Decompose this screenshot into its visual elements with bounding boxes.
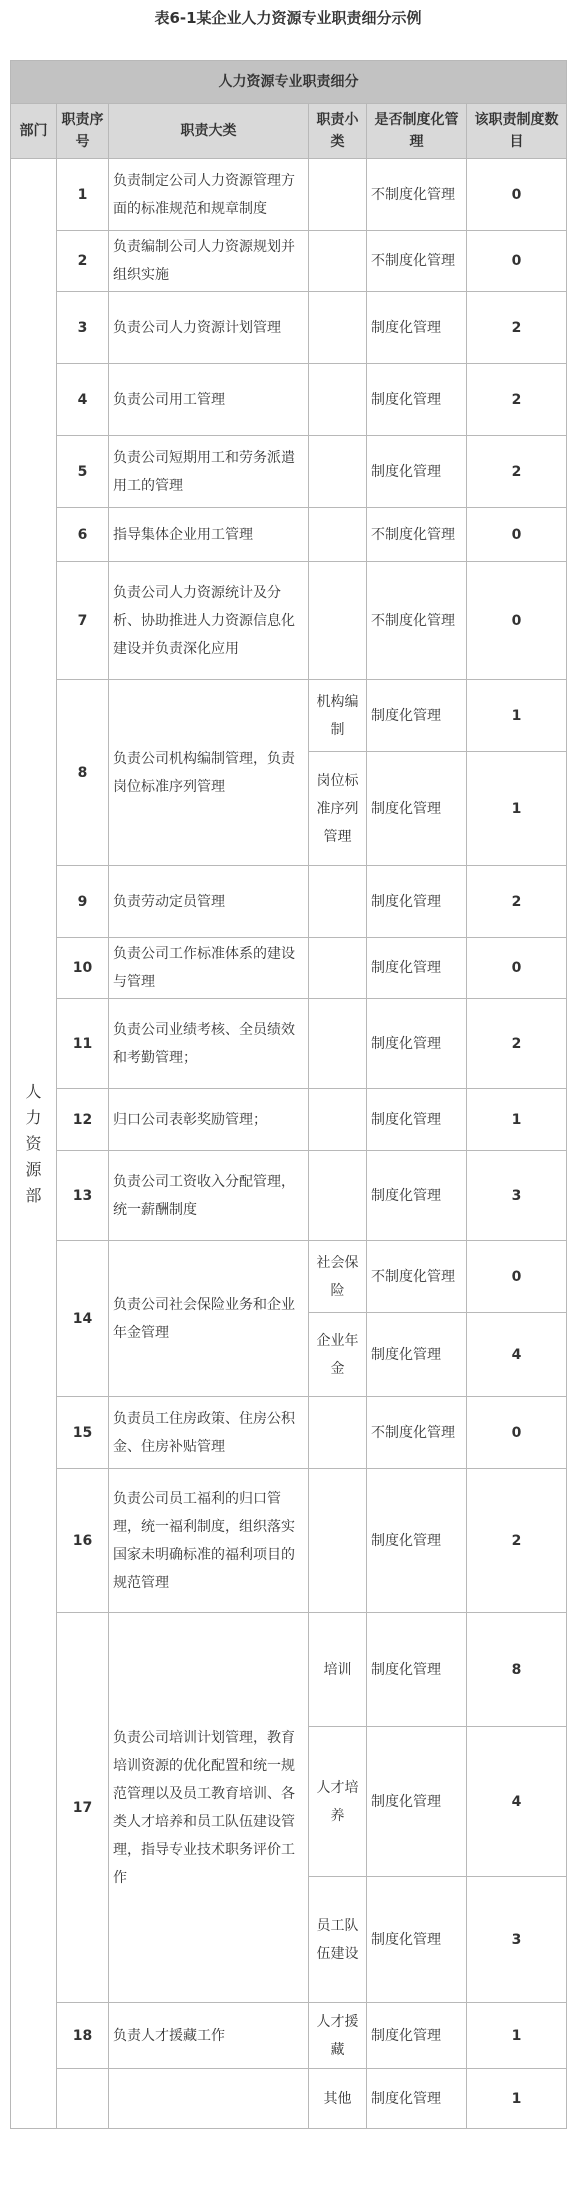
table-row	[11, 159, 567, 231]
duty-sub: 员工队伍建设	[309, 1877, 367, 2003]
duty-count: 0	[467, 1241, 567, 1313]
duty-managed: 制度化管理	[367, 1313, 467, 1397]
duty-count: 2	[467, 999, 567, 1089]
duty-no: 18	[57, 2003, 109, 2069]
col-header-managed: 是否制度化管理	[367, 104, 467, 159]
duty-managed: 制度化管理	[367, 680, 467, 752]
table-caption: 表6-1某企业人力资源专业职责细分示例	[154, 9, 422, 27]
duty-category	[109, 2069, 309, 2129]
duty-no: 10	[57, 938, 109, 999]
duty-count: 0	[467, 231, 567, 292]
duty-category: 负责公司业绩考核、全员绩效和考勤管理；	[109, 999, 309, 1089]
duty-no: 15	[57, 1397, 109, 1469]
duty-managed: 制度化管理	[367, 752, 467, 866]
table-banner: 人力资源专业职责细分	[11, 61, 567, 104]
duty-no: 6	[57, 508, 109, 562]
duty-sub: 岗位标准序列管理	[309, 752, 367, 866]
col-header-count: 该职责制度数目	[467, 104, 567, 159]
duty-managed: 制度化管理	[367, 1151, 467, 1241]
duty-count: 1	[467, 680, 567, 752]
duty-sub	[309, 364, 367, 436]
duty-managed: 制度化管理	[367, 2069, 467, 2129]
duty-no: 2	[57, 231, 109, 292]
duty-sub	[309, 1151, 367, 1241]
duty-category: 负责公司人力资源计划管理	[109, 292, 309, 364]
duty-managed: 不制度化管理	[367, 1241, 467, 1313]
duty-managed: 制度化管理	[367, 1613, 467, 1727]
duty-category: 负责公司短期用工和劳务派遣用工的管理	[109, 436, 309, 508]
table-banner-row	[11, 61, 567, 104]
department-label: 人力资源部	[25, 1081, 42, 1205]
table-row	[11, 866, 567, 938]
duty-count: 0	[467, 562, 567, 680]
duty-no: 7	[57, 562, 109, 680]
duty-no: 1	[57, 159, 109, 231]
table-row	[11, 938, 567, 999]
duty-sub	[309, 508, 367, 562]
duty-count: 4	[467, 1313, 567, 1397]
duty-no	[57, 2069, 109, 2129]
duty-sub: 人才援藏	[309, 2003, 367, 2069]
duty-count: 0	[467, 1397, 567, 1469]
duty-sub: 人才培养	[309, 1727, 367, 1877]
duty-no: 12	[57, 1089, 109, 1151]
table-row	[11, 1151, 567, 1241]
duty-managed: 不制度化管理	[367, 231, 467, 292]
duty-managed: 制度化管理	[367, 866, 467, 938]
duty-count: 2	[467, 866, 567, 938]
duty-category: 负责公司社会保险业务和企业年金管理	[109, 1241, 309, 1397]
duty-sub	[309, 999, 367, 1089]
table-row	[11, 364, 567, 436]
duty-no: 4	[57, 364, 109, 436]
table-row	[11, 1397, 567, 1469]
table-row	[11, 1469, 567, 1613]
duty-no: 17	[57, 1613, 109, 2003]
duty-sub	[309, 231, 367, 292]
duty-sub	[309, 562, 367, 680]
duty-no: 5	[57, 436, 109, 508]
table-row	[11, 1613, 567, 1727]
duty-sub	[309, 1089, 367, 1151]
col-header-dept: 部门	[11, 104, 57, 159]
table-row	[11, 1089, 567, 1151]
duty-sub	[309, 866, 367, 938]
duty-managed: 不制度化管理	[367, 562, 467, 680]
duty-category: 负责公司用工管理	[109, 364, 309, 436]
duty-managed: 制度化管理	[367, 364, 467, 436]
duty-table	[10, 60, 567, 2129]
duty-category: 归口公司表彰奖励管理；	[109, 1089, 309, 1151]
duty-count: 2	[467, 1469, 567, 1613]
duty-managed: 制度化管理	[367, 2003, 467, 2069]
duty-category: 负责员工住房政策、住房公积金、住房补贴管理	[109, 1397, 309, 1469]
duty-sub	[309, 1469, 367, 1613]
table-row	[11, 1241, 567, 1313]
table-row	[11, 562, 567, 680]
duty-category: 负责公司员工福利的归口管理，统一福利制度，组织落实国家未明确标准的福利项目的规范管理	[109, 1469, 309, 1613]
duty-category: 负责公司工资收入分配管理，统一薪酬制度	[109, 1151, 309, 1241]
duty-category: 负责人才援藏工作	[109, 2003, 309, 2069]
duty-count: 0	[467, 938, 567, 999]
duty-no: 13	[57, 1151, 109, 1241]
duty-no: 14	[57, 1241, 109, 1397]
duty-count: 2	[467, 364, 567, 436]
col-header-no: 职责序号	[57, 104, 109, 159]
col-header-sub: 职责小类	[309, 104, 367, 159]
duty-managed: 制度化管理	[367, 938, 467, 999]
department-cell	[11, 159, 57, 2129]
duty-count: 1	[467, 2003, 567, 2069]
duty-count: 1	[467, 1089, 567, 1151]
table-row	[11, 231, 567, 292]
duty-no: 16	[57, 1469, 109, 1613]
table-row	[11, 508, 567, 562]
duty-category: 指导集体企业用工管理	[109, 508, 309, 562]
table-row	[11, 2003, 567, 2069]
duty-count: 0	[467, 508, 567, 562]
duty-sub: 机构编制	[309, 680, 367, 752]
duty-count: 2	[467, 292, 567, 364]
duty-sub	[309, 292, 367, 364]
table-row	[11, 680, 567, 752]
duty-managed: 制度化管理	[367, 1727, 467, 1877]
duty-category: 负责公司工作标准体系的建设与管理	[109, 938, 309, 999]
duty-count: 8	[467, 1613, 567, 1727]
duty-managed: 不制度化管理	[367, 508, 467, 562]
duty-managed: 制度化管理	[367, 1089, 467, 1151]
duty-sub: 社会保险	[309, 1241, 367, 1313]
duty-managed: 制度化管理	[367, 292, 467, 364]
duty-no: 8	[57, 680, 109, 866]
duty-sub	[309, 436, 367, 508]
duty-sub	[309, 159, 367, 231]
duty-category: 负责公司人力资源统计及分析、协助推进人力资源信息化建设并负责深化应用	[109, 562, 309, 680]
duty-count: 2	[467, 436, 567, 508]
duty-managed: 制度化管理	[367, 999, 467, 1089]
duty-managed: 制度化管理	[367, 436, 467, 508]
duty-managed: 不制度化管理	[367, 159, 467, 231]
duty-sub	[309, 938, 367, 999]
duty-category: 负责劳动定员管理	[109, 866, 309, 938]
duty-count: 0	[467, 159, 567, 231]
duty-count: 1	[467, 752, 567, 866]
table-row	[11, 999, 567, 1089]
duty-category: 负责公司培训计划管理，教育培训资源的优化配置和统一规范管理以及员工教育培训、各类人才培养和员工队伍建设管理，指导专业技术职务评价工作	[109, 1613, 309, 2003]
duty-count: 1	[467, 2069, 567, 2129]
duty-sub: 培训	[309, 1613, 367, 1727]
table-row	[11, 436, 567, 508]
col-header-category: 职责大类	[109, 104, 309, 159]
duty-no: 9	[57, 866, 109, 938]
duty-category: 负责制定公司人力资源管理方面的标准规范和规章制度	[109, 159, 309, 231]
duty-category: 负责公司机构编制管理，负责岗位标准序列管理	[109, 680, 309, 866]
duty-no: 11	[57, 999, 109, 1089]
table-row	[11, 2069, 567, 2129]
duty-managed: 制度化管理	[367, 1877, 467, 2003]
duty-count: 3	[467, 1877, 567, 2003]
duty-sub	[309, 1397, 367, 1469]
duty-count: 3	[467, 1151, 567, 1241]
duty-no: 3	[57, 292, 109, 364]
table-row	[11, 292, 567, 364]
duty-sub: 其他	[309, 2069, 367, 2129]
duty-category: 负责编制公司人力资源规划并组织实施	[109, 231, 309, 292]
duty-managed: 不制度化管理	[367, 1397, 467, 1469]
duty-sub: 企业年金	[309, 1313, 367, 1397]
column-header-row	[11, 104, 567, 159]
duty-managed: 制度化管理	[367, 1469, 467, 1613]
duty-count: 4	[467, 1727, 567, 1877]
